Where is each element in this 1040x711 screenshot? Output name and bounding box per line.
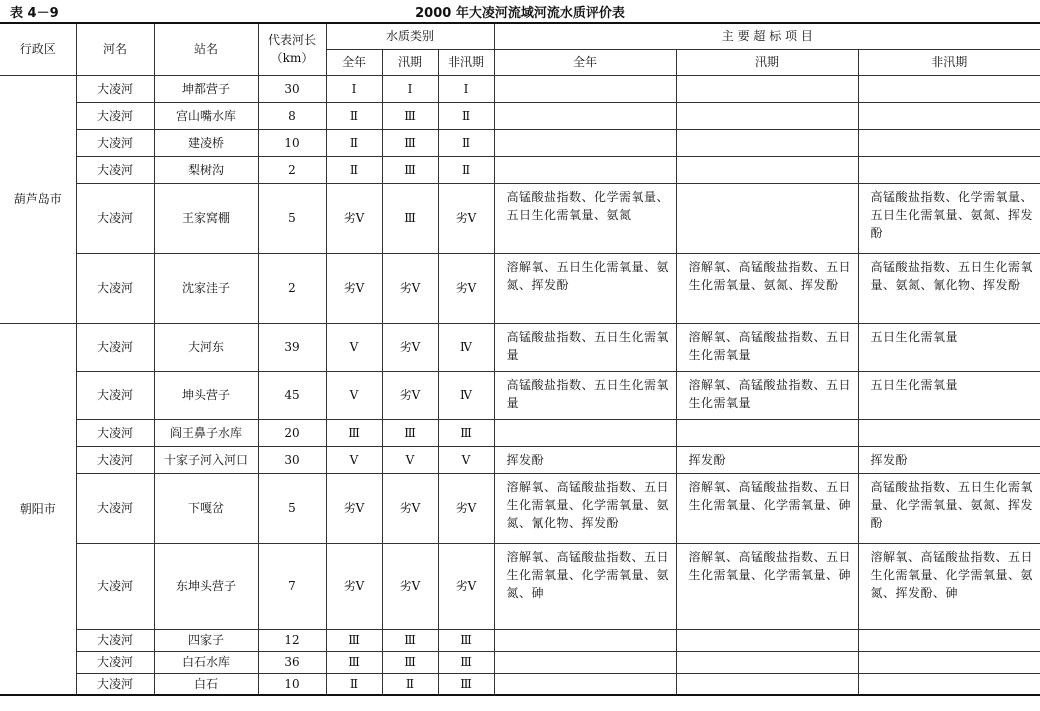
i-year-cell: 高锰酸盐指数、五日生化需氧量 (494, 323, 676, 371)
station-cell: 东坤头营子 (154, 543, 258, 629)
i-year-cell (494, 75, 676, 102)
flood-cell: Ⅲ (382, 629, 438, 651)
i-year-cell (494, 651, 676, 673)
nonflood-cell: Ⅲ (438, 419, 494, 446)
length-cell: 2 (258, 253, 326, 323)
nonflood-cell: 劣Ⅴ (438, 253, 494, 323)
river-cell: 大凌河 (76, 473, 154, 543)
station-cell: 梨树沟 (154, 156, 258, 183)
station-cell: 十家子河入河口 (154, 446, 258, 473)
water-quality-table (0, 22, 1040, 696)
nonflood-cell: 劣Ⅴ (438, 183, 494, 253)
i-year-cell: 高锰酸盐指数、五日生化需氧量 (494, 371, 676, 419)
station-cell: 宫山嘴水库 (154, 102, 258, 129)
flood-cell: 劣Ⅴ (382, 253, 438, 323)
i-nonflood-cell (858, 673, 1040, 695)
length-cell: 45 (258, 371, 326, 419)
station-cell: 大河东 (154, 323, 258, 371)
region-cell: 葫芦岛市 (0, 75, 76, 323)
i-flood-cell: 挥发酚 (676, 446, 858, 473)
i-nonflood-cell (858, 651, 1040, 673)
i-year-cell: 溶解氧、高锰酸盐指数、五日生化需氧量、化学需氧量、氨氮、砷 (494, 543, 676, 629)
i-year-cell: 溶解氧、高锰酸盐指数、五日生化需氧量、化学需氧量、氨氮、氰化物、挥发酚 (494, 473, 676, 543)
i-nonflood-cell (858, 629, 1040, 651)
year-cell: Ⅴ (326, 446, 382, 473)
header-year: 全年 (326, 49, 382, 75)
table-row (0, 156, 1040, 183)
i-year-cell (494, 129, 676, 156)
nonflood-cell: 劣Ⅴ (438, 473, 494, 543)
length-cell: 10 (258, 129, 326, 156)
i-nonflood-cell: 高锰酸盐指数、五日生化需氧量、化学需氧量、氨氮、挥发酚 (858, 473, 1040, 543)
flood-cell: Ⅲ (382, 419, 438, 446)
year-cell: Ⅱ (326, 156, 382, 183)
nonflood-cell: Ⅴ (438, 446, 494, 473)
table-row (0, 371, 1040, 419)
i-flood-cell (676, 651, 858, 673)
i-nonflood-cell: 五日生化需氧量 (858, 371, 1040, 419)
station-cell: 阎王鼻子水库 (154, 419, 258, 446)
i-flood-cell (676, 102, 858, 129)
i-flood-cell: 溶解氧、高锰酸盐指数、五日生化需氧量 (676, 371, 858, 419)
station-cell: 白石水库 (154, 651, 258, 673)
flood-cell: Ⅲ (382, 102, 438, 129)
i-flood-cell (676, 156, 858, 183)
river-cell: 大凌河 (76, 651, 154, 673)
table-row (0, 129, 1040, 156)
length-cell: 30 (258, 75, 326, 102)
length-cell: 2 (258, 156, 326, 183)
length-cell: 5 (258, 473, 326, 543)
i-flood-cell: 溶解氧、高锰酸盐指数、五日生化需氧量、氨氮、挥发酚 (676, 253, 858, 323)
i-flood-cell (676, 673, 858, 695)
i-year-cell (494, 156, 676, 183)
station-cell: 王家窝棚 (154, 183, 258, 253)
header-items: 主 要 超 标 项 目 (494, 23, 1040, 49)
table-row (0, 651, 1040, 673)
i-nonflood-cell: 五日生化需氧量 (858, 323, 1040, 371)
i-year-cell: 溶解氧、五日生化需氧量、氨氮、挥发酚 (494, 253, 676, 323)
river-cell: 大凌河 (76, 75, 154, 102)
nonflood-cell: 劣Ⅴ (438, 543, 494, 629)
nonflood-cell: Ⅰ (438, 75, 494, 102)
flood-cell: Ⅲ (382, 129, 438, 156)
length-cell: 39 (258, 323, 326, 371)
header-item-flood: 汛期 (676, 49, 858, 75)
i-flood-cell: 溶解氧、高锰酸盐指数、五日生化需氧量、化学需氧量、砷 (676, 543, 858, 629)
length-cell: 10 (258, 673, 326, 695)
flood-cell: 劣Ⅴ (382, 473, 438, 543)
year-cell: Ⅱ (326, 102, 382, 129)
year-cell: Ⅱ (326, 673, 382, 695)
station-cell: 白石 (154, 673, 258, 695)
year-cell: 劣Ⅴ (326, 473, 382, 543)
year-cell: 劣Ⅴ (326, 253, 382, 323)
i-flood-cell (676, 129, 858, 156)
length-cell: 20 (258, 419, 326, 446)
station-cell: 四家子 (154, 629, 258, 651)
river-cell: 大凌河 (76, 673, 154, 695)
year-cell: 劣Ⅴ (326, 183, 382, 253)
header-length: 代表河长 （km） (258, 23, 326, 75)
table-row (0, 629, 1040, 651)
i-nonflood-cell: 溶解氧、高锰酸盐指数、五日生化需氧量、化学需氧量、氨氮、挥发酚、砷 (858, 543, 1040, 629)
table-row (0, 102, 1040, 129)
flood-cell: Ⅱ (382, 673, 438, 695)
table-row (0, 473, 1040, 543)
i-year-cell (494, 629, 676, 651)
table-row (0, 419, 1040, 446)
length-cell: 30 (258, 446, 326, 473)
table-row (0, 183, 1040, 253)
river-cell: 大凌河 (76, 129, 154, 156)
flood-cell: Ⅰ (382, 75, 438, 102)
i-flood-cell (676, 183, 858, 253)
river-cell: 大凌河 (76, 183, 154, 253)
year-cell: Ⅲ (326, 629, 382, 651)
table-row (0, 253, 1040, 323)
i-nonflood-cell (858, 102, 1040, 129)
river-cell: 大凌河 (76, 543, 154, 629)
i-flood-cell: 溶解氧、高锰酸盐指数、五日生化需氧量、化学需氧量、砷 (676, 473, 858, 543)
river-cell: 大凌河 (76, 253, 154, 323)
river-cell: 大凌河 (76, 629, 154, 651)
flood-cell: Ⅲ (382, 183, 438, 253)
header-station: 站名 (154, 23, 258, 75)
nonflood-cell: Ⅱ (438, 129, 494, 156)
river-cell: 大凌河 (76, 371, 154, 419)
region-cell: 朝阳市 (0, 323, 76, 695)
i-nonflood-cell (858, 156, 1040, 183)
flood-cell: 劣Ⅴ (382, 323, 438, 371)
flood-cell: 劣Ⅴ (382, 371, 438, 419)
i-flood-cell (676, 419, 858, 446)
i-year-cell: 挥发酚 (494, 446, 676, 473)
river-cell: 大凌河 (76, 323, 154, 371)
header-river: 河名 (76, 23, 154, 75)
header-item-nonflood: 非汛期 (858, 49, 1040, 75)
header-wq-class: 水质类别 (326, 23, 494, 49)
river-cell: 大凌河 (76, 419, 154, 446)
length-cell: 7 (258, 543, 326, 629)
i-flood-cell: 溶解氧、高锰酸盐指数、五日生化需氧量 (676, 323, 858, 371)
length-cell: 36 (258, 651, 326, 673)
i-nonflood-cell: 挥发酚 (858, 446, 1040, 473)
nonflood-cell: Ⅲ (438, 673, 494, 695)
nonflood-cell: Ⅱ (438, 156, 494, 183)
i-flood-cell (676, 629, 858, 651)
station-cell: 坤都营子 (154, 75, 258, 102)
table-row (0, 75, 1040, 102)
flood-cell: 劣Ⅴ (382, 543, 438, 629)
nonflood-cell: Ⅲ (438, 651, 494, 673)
i-year-cell: 高锰酸盐指数、化学需氧量、五日生化需氧量、氨氮 (494, 183, 676, 253)
table-title: 2000 年大凌河流域河流水质评价表 (415, 6, 625, 21)
table-row (0, 446, 1040, 473)
i-nonflood-cell (858, 419, 1040, 446)
river-cell: 大凌河 (76, 446, 154, 473)
flood-cell: Ⅲ (382, 651, 438, 673)
table-number: 表 4－9 (10, 6, 59, 21)
header-nonflood: 非汛期 (438, 49, 494, 75)
i-year-cell (494, 419, 676, 446)
year-cell: Ⅲ (326, 419, 382, 446)
i-nonflood-cell: 高锰酸盐指数、五日生化需氧量、氨氮、氰化物、挥发酚 (858, 253, 1040, 323)
year-cell: 劣Ⅴ (326, 543, 382, 629)
i-year-cell (494, 102, 676, 129)
table-row (0, 543, 1040, 629)
i-year-cell (494, 673, 676, 695)
station-cell: 坤头营子 (154, 371, 258, 419)
i-nonflood-cell (858, 75, 1040, 102)
table-caption (0, 0, 1040, 22)
length-cell: 12 (258, 629, 326, 651)
year-cell: Ⅴ (326, 371, 382, 419)
i-nonflood-cell: 高锰酸盐指数、化学需氧量、五日生化需氧量、氨氮、挥发酚 (858, 183, 1040, 253)
table-row (0, 323, 1040, 371)
header-item-year: 全年 (494, 49, 676, 75)
length-cell: 5 (258, 183, 326, 253)
nonflood-cell: Ⅱ (438, 102, 494, 129)
river-cell: 大凌河 (76, 102, 154, 129)
year-cell: Ⅱ (326, 129, 382, 156)
river-cell: 大凌河 (76, 156, 154, 183)
i-nonflood-cell (858, 129, 1040, 156)
i-flood-cell (676, 75, 858, 102)
header-region: 行政区 (0, 23, 76, 75)
station-cell: 建凌桥 (154, 129, 258, 156)
year-cell: Ⅰ (326, 75, 382, 102)
year-cell: Ⅴ (326, 323, 382, 371)
nonflood-cell: Ⅲ (438, 629, 494, 651)
station-cell: 沈家洼子 (154, 253, 258, 323)
header-flood: 汛期 (382, 49, 438, 75)
table-body (0, 75, 1040, 695)
flood-cell: Ⅲ (382, 156, 438, 183)
year-cell: Ⅲ (326, 651, 382, 673)
table-row (0, 673, 1040, 695)
nonflood-cell: Ⅳ (438, 323, 494, 371)
length-cell: 8 (258, 102, 326, 129)
flood-cell: Ⅴ (382, 446, 438, 473)
station-cell: 下嘎岔 (154, 473, 258, 543)
nonflood-cell: Ⅳ (438, 371, 494, 419)
